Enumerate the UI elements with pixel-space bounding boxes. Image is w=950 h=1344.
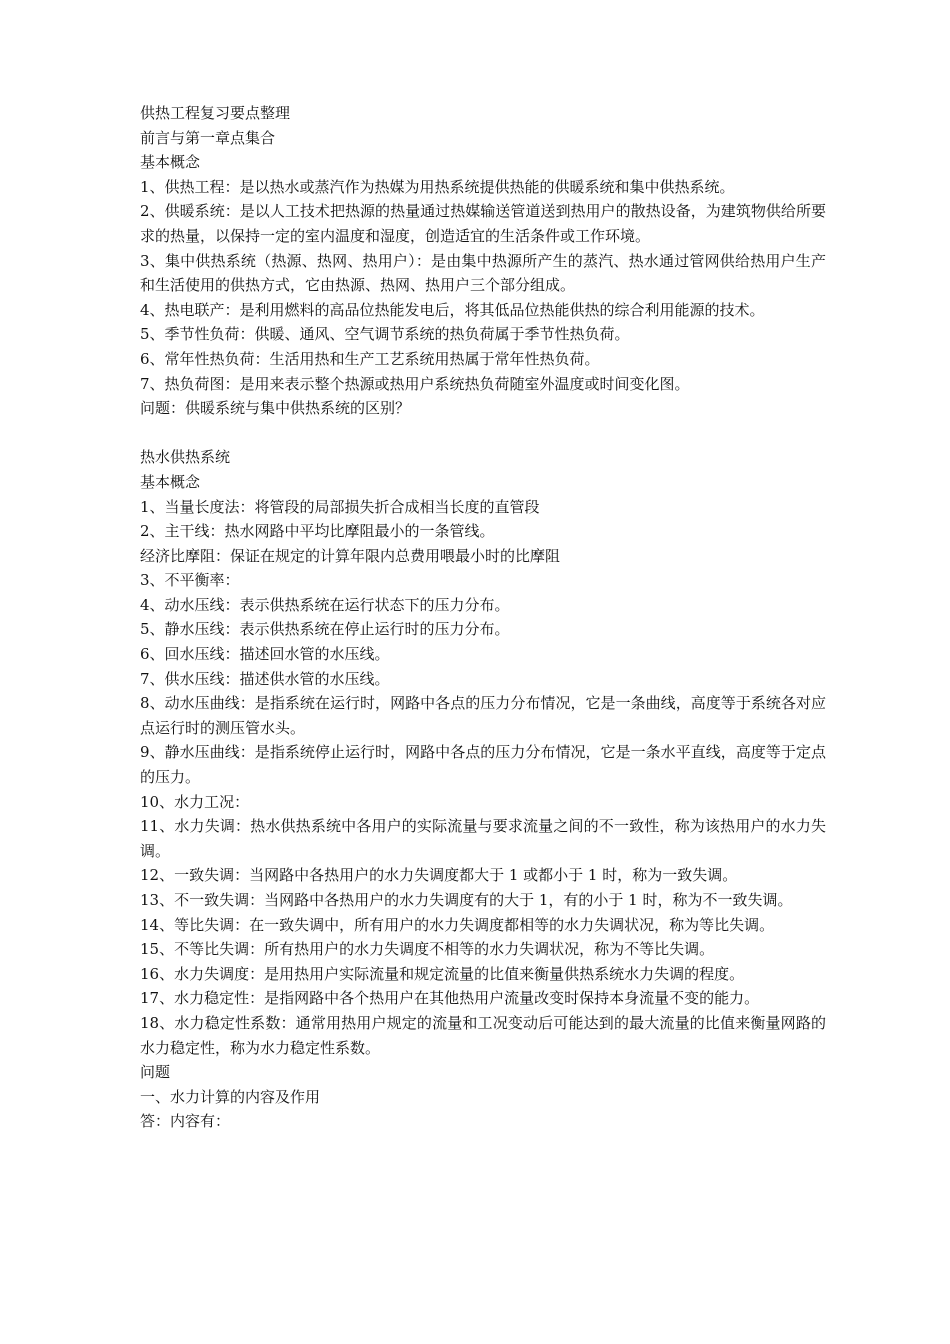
concept-item: 18、水力稳定性系数：通常用热用户规定的流量和工况变动后可能达到的最大流量的比值来衡量网路的水力稳定性，称为水力稳定性系数。 [140, 1013, 826, 1057]
concept-item: 3、不平衡率： [140, 571, 240, 590]
concept-item: 6、常年性热负荷：生活用热和生产工艺系统用热属于常年性热负荷。 [140, 349, 600, 368]
concept-item: 15、不等比失调：所有热用户的水力失调度不相等的水力失调状况，称为不等比失调。 [140, 940, 715, 959]
concept-item: 9、静水压曲线：是指系统停止运行时，网路中各点的压力分布情况，它是一条水平直线，高度等于定点的压力。 [140, 743, 826, 787]
concept-item: 1、供热工程：是以热水或蒸汽作为热媒为用热系统提供热能的供暖系统和集中供热系统。 [140, 177, 735, 196]
section-title-hot-water: 热水供热系统 [140, 448, 231, 467]
blank-line [140, 421, 826, 446]
concept-item: 5、静水压线：表示供热系统在停止运行时的压力分布。 [140, 620, 510, 639]
concept-item: 10、水力工况： [140, 792, 250, 811]
document-title: 供热工程复习要点整理 [140, 104, 291, 122]
concept-item: 5、季节性负荷：供暖、通风、空气调节系统的热负荷属于季节性热负荷。 [140, 325, 630, 344]
chapter-title: 前言与第一章点集合 [140, 128, 276, 147]
concept-item: 2、供暖系统：是以人工技术把热源的热量通过热媒输送管道送到热用户的散热设备，为建筑物供给所要求的热量，以保持一定的室内温度和湿度，创造适宜的生活条件或工作环境。 [140, 202, 826, 245]
concept-item: 8、动水压曲线：是指系统在运行时，网路中各点的压力分布情况，它是一条曲线，高度等于系统各对应点运行时的测压管水头。 [140, 694, 826, 737]
document-page [140, 101, 826, 1134]
concept-item: 12、一致失调：当网路中各热用户的水力失调度都大于 1 或都小于 1 时，称为一致失调。 [140, 866, 738, 885]
concept-item: 2、主干线：热水网路中平均比摩阻最小的一条管线。 [140, 522, 495, 541]
section-heading-basic-concepts: 基本概念 [140, 472, 201, 491]
question-line: 一、水力计算的内容及作用 [140, 1087, 321, 1106]
concept-item: 14、等比失调：在一致失调中，所有用户的水力失调度都相等的水力失调状况，称为等比失调。 [140, 915, 775, 934]
concept-item: 4、动水压线：表示供热系统在运行状态下的压力分布。 [140, 595, 510, 614]
concept-item: 7、热负荷图：是用来表示整个热源或热用户系统热负荷随室外温度或时间变化图。 [140, 374, 690, 393]
concept-item: 经济比摩阻：保证在规定的计算年限内总费用喂最小时的比摩阻 [140, 546, 561, 565]
concept-item: 1、当量长度法：将管段的局部损失折合成相当长度的直管段 [140, 497, 540, 516]
concept-item: 6、回水压线：描述回水管的水压线。 [140, 645, 390, 664]
question-heading: 问题 [140, 1063, 171, 1082]
answer-line: 答：内容有： [140, 1112, 231, 1131]
concept-item: 11、水力失调：热水供热系统中各用户的实际流量与要求流量之间的不一致性，称为该热用户的水力失调。 [140, 817, 826, 860]
section-heading-basic-concepts: 基本概念 [140, 153, 201, 172]
question-line: 问题：供暖系统与集中供热系统的区别？ [140, 399, 411, 418]
concept-item: 13、不一致失调：当网路中各热用户的水力失调度有的大于 1，有的小于 1 时，称为不一致失调。 [140, 891, 793, 909]
concept-item: 16、水力失调度：是用热用户实际流量和规定流量的比值来衡量供热系统水力失调的程度。 [140, 964, 745, 983]
concept-item: 3、集中供热系统（热源、热网、热用户）：是由集中热源所产生的蒸汽、热水通过管网供给热用户生产和生活使用的供热方式，它由热源、热网、热用户三个部分组成。 [140, 251, 826, 295]
concept-item: 17、水力稳定性：是指网路中各个热用户在其他热用户流量改变时保持本身流量不变的能力。 [140, 989, 760, 1008]
concept-item: 7、供水压线：描述供水管的水压线。 [140, 669, 390, 688]
concept-item: 4、热电联产：是利用燃料的高品位热能发电后，将其低品位热能供热的综合利用能源的技术。 [140, 300, 765, 319]
